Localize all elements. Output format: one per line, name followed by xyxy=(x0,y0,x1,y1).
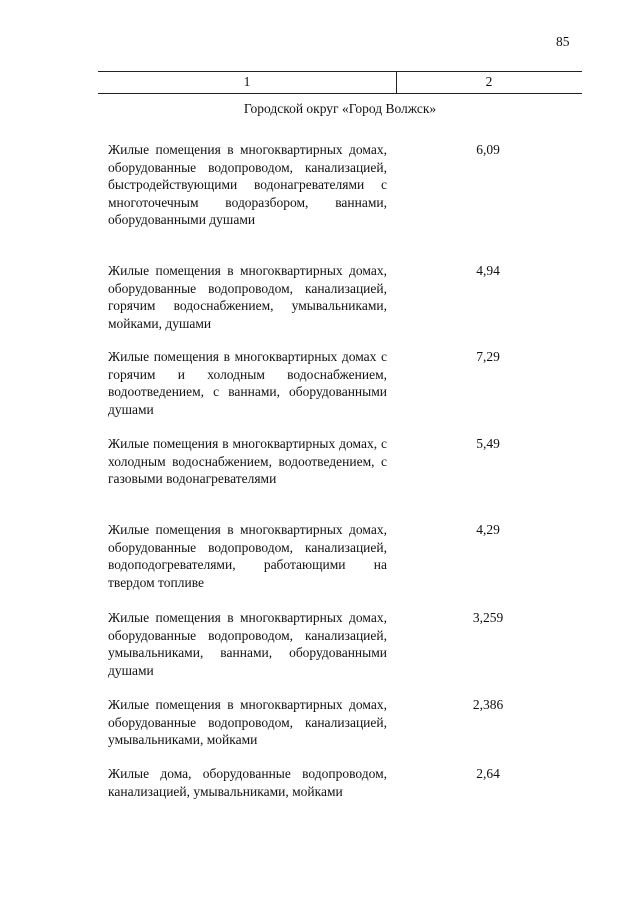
row-description: Жилые помещения в многоквартирных домах, оборудованные водопроводом, канализацией, быстродействующими водонагревателями с многоточечным водоразбором, ваннами, оборудованными душами xyxy=(108,142,387,227)
row-description: Жилые помещения в многоквартирных домах, с холодным водоснабжением, водоотведением, с газовыми водонагревателями xyxy=(108,436,387,486)
column-header-2: 2 xyxy=(485,74,493,89)
row-value: 7,29 xyxy=(476,349,500,364)
row-description: Жилые помещения в многоквартирных домах, оборудованные водопроводом, канализацией, умывальниками, мойками xyxy=(108,697,387,747)
row-description: Жилые помещения в многоквартирных домах, оборудованные водопроводом, канализацией, водоподогревателями, работающими на твердом топливе xyxy=(108,522,387,590)
row-description: Жилые дома, оборудованные водопроводом, канализацией, умывальниками, мойками xyxy=(108,766,387,799)
row-description: Жилые помещения в многоквартирных домах, оборудованные водопроводом, канализацией, умывальниками, ваннами, оборудованными душами xyxy=(108,610,387,678)
page-number: 85 xyxy=(556,34,570,49)
row-description: Жилые помещения в многоквартирных домах, оборудованные водопроводом, канализацией, горячим водоснабжением, умывальниками, мойками, душами xyxy=(108,263,387,331)
row-value: 3,259 xyxy=(472,610,504,625)
column-header-1: 1 xyxy=(243,74,251,89)
row-description: Жилые помещения в многоквартирных домах с горячим и холодным водоснабжением, водоотведением, с ваннами, оборудованными душами xyxy=(108,349,387,417)
row-value: 2,386 xyxy=(472,697,504,712)
table-header xyxy=(98,71,582,94)
section-title: Городской округ «Город Волжск» xyxy=(243,101,437,116)
row-value: 5,49 xyxy=(476,436,500,451)
row-value: 4,94 xyxy=(476,263,500,278)
row-value: 2,64 xyxy=(476,766,500,781)
row-value: 6,09 xyxy=(476,142,500,157)
row-value: 4,29 xyxy=(476,522,500,537)
